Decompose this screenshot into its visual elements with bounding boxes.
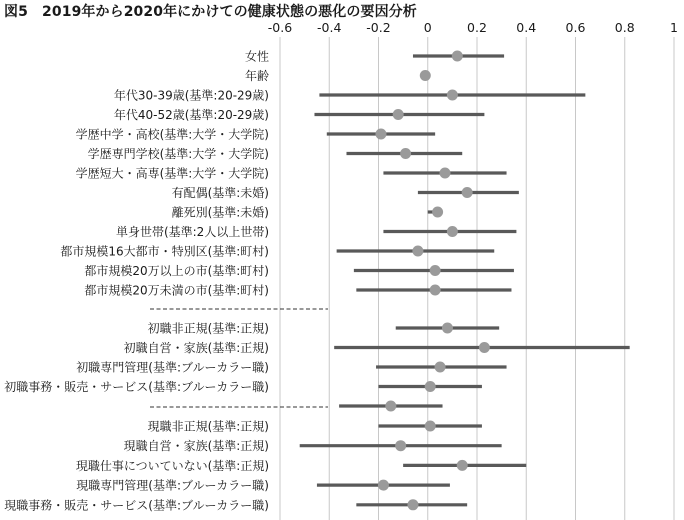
x-tick-label: 0.6 [565, 20, 586, 35]
point-estimate [420, 70, 431, 81]
row-label: 女性 [244, 49, 269, 64]
x-tick-label: -0.6 [267, 20, 293, 35]
x-tick-label: -0.4 [317, 20, 342, 35]
point-estimate [378, 480, 389, 491]
x-tick-label: 0.2 [467, 20, 487, 35]
x-tick-label: 1 [670, 20, 678, 35]
row-labels [4, 49, 269, 513]
gridlines [280, 37, 674, 520]
row-label: 現職非正規(基準:正規) [147, 419, 269, 434]
row-label: 現職自営・家族(基準:正規) [123, 439, 269, 454]
row-label: 都市規模20万未満の市(基準:町村) [84, 283, 269, 298]
point-estimate [432, 207, 443, 218]
row-label: 初職非正規(基準:正規) [147, 321, 269, 336]
point-estimate [435, 362, 446, 373]
point-estimate [430, 265, 441, 276]
point-estimate [425, 381, 436, 392]
confidence-intervals [300, 56, 630, 505]
point-estimate [385, 401, 396, 412]
point-estimate [447, 226, 458, 237]
row-label: 現職仕事についていない(基準:正規) [75, 458, 269, 473]
point-estimate [375, 129, 386, 140]
row-label: 都市規模16大都市・特別区(基準:町村) [60, 244, 269, 259]
point-estimate [447, 90, 458, 101]
row-label: 有配偶(基準:未婚) [171, 186, 269, 200]
point-estimate [462, 187, 473, 198]
x-tick-label: -0.2 [366, 20, 391, 35]
point-estimate [425, 421, 436, 432]
point-estimate [400, 148, 411, 159]
point-estimates [375, 51, 489, 511]
figure-title: 図5 2019年から2020年にかけての健康状態の悪化の要因分析 [4, 4, 417, 20]
x-tick-label: 0.8 [614, 20, 635, 35]
row-label: 初職事務・販売・サービス(基準:ブルーカラー職) [4, 380, 269, 394]
point-estimate [407, 499, 418, 510]
row-label: 学歴中学・高校(基準:大学・大学院) [75, 127, 269, 142]
row-label: 年齢 [244, 69, 269, 83]
row-label: 現職事務・販売・サービス(基準:ブルーカラー職) [4, 498, 269, 513]
point-estimate [430, 285, 441, 296]
row-label: 年代30-39歳(基準:20-29歳) [113, 88, 269, 103]
point-estimate [393, 109, 404, 120]
point-estimate [442, 323, 453, 334]
x-tick-label: 0.4 [516, 20, 537, 35]
row-label: 年代40-52歳(基準:20-29歳) [113, 108, 269, 122]
point-estimate [439, 168, 450, 179]
point-estimate [479, 342, 490, 353]
x-axis-tick-labels [268, 20, 678, 35]
row-label: 初職専門管理(基準:ブルーカラー職) [76, 360, 269, 375]
row-label: 現職専門管理(基準:ブルーカラー職) [76, 478, 269, 493]
x-tick-label: 0 [423, 20, 432, 35]
point-estimate [457, 460, 468, 471]
point-estimate [412, 246, 423, 257]
row-label: 学歴専門学校(基準:大学・大学院) [87, 147, 269, 161]
row-label: 単身世帯(基準:2人以上世帯) [115, 225, 269, 239]
row-label: 都市規模20万以上の市(基準:町村) [84, 264, 269, 278]
point-estimate [395, 440, 406, 451]
row-label: 離死別(基準:未婚) [171, 205, 269, 220]
row-label: 学歴短大・高専(基準:大学・大学院) [75, 166, 269, 181]
point-estimate [452, 51, 463, 62]
row-label: 初職自営・家族(基準:正規) [123, 341, 269, 355]
